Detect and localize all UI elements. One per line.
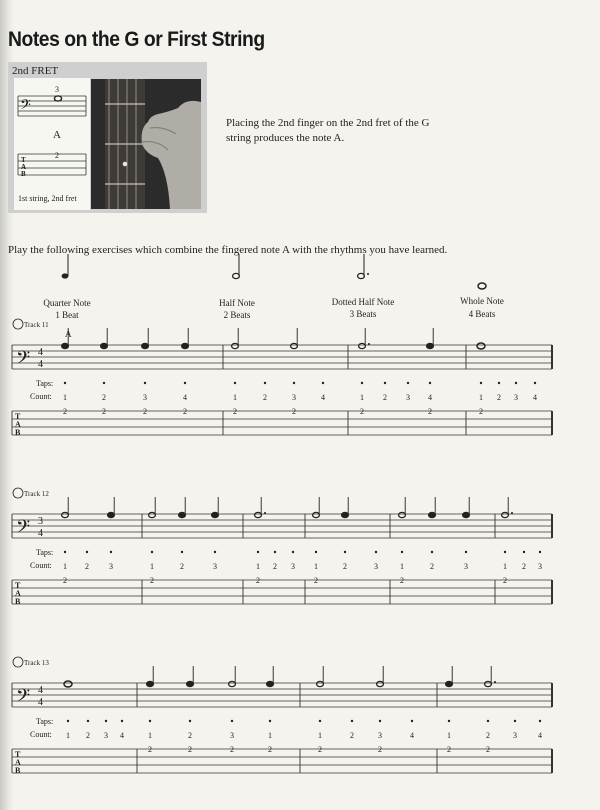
count-number: 1 xyxy=(63,393,67,402)
count-number: 2 xyxy=(273,562,277,571)
tab-fret-number: 2 xyxy=(479,407,483,416)
tab-fret-number: 2 xyxy=(55,151,59,160)
count-number: 3 xyxy=(213,562,217,571)
tap-dot xyxy=(234,382,236,384)
tap-dot xyxy=(110,551,112,553)
tap-dot xyxy=(539,720,541,722)
time-sig-top: 3 xyxy=(38,516,43,527)
tab-fret-number: 2 xyxy=(486,745,490,754)
bass-clef-icon: 𝄢 xyxy=(16,516,31,541)
exercise-system-2 xyxy=(12,488,552,606)
half-note xyxy=(313,512,320,517)
count-number: 1 xyxy=(66,731,70,740)
tap-dot xyxy=(181,551,183,553)
half-note xyxy=(317,681,324,686)
tap-dot xyxy=(151,551,153,553)
tap-dot xyxy=(121,720,123,722)
tab-fret-number: 2 xyxy=(268,745,272,754)
string-caption: 1st string, 2nd fret xyxy=(18,194,77,203)
count-label: Count: xyxy=(30,561,52,570)
tap-dot xyxy=(293,382,295,384)
dot xyxy=(368,343,370,345)
tap-dot xyxy=(184,382,186,384)
quarter-note xyxy=(187,681,194,686)
exercise-system-1 xyxy=(12,319,552,437)
count-number: 1 xyxy=(318,731,322,740)
half-note xyxy=(377,681,384,686)
exercise-system-3 xyxy=(12,657,552,775)
tab-fret-number: 2 xyxy=(63,576,67,585)
tab-fret-number: 2 xyxy=(188,745,192,754)
svg-text:4 Beats: 4 Beats xyxy=(468,309,496,319)
count-number: 2 xyxy=(343,562,347,571)
tap-dot xyxy=(344,551,346,553)
tap-dot xyxy=(379,720,381,722)
svg-text:B: B xyxy=(21,170,26,178)
quarter-note xyxy=(142,343,149,348)
tab-letter: A xyxy=(15,420,21,429)
svg-text:Half Note: Half Note xyxy=(219,298,255,308)
half-note xyxy=(229,681,236,686)
count-number: 1 xyxy=(314,562,318,571)
bass-clef-icon: 𝄢 xyxy=(16,685,31,710)
tap-dot xyxy=(319,720,321,722)
tap-dot xyxy=(407,382,409,384)
bass-clef-icon: 𝄢 xyxy=(16,347,31,372)
tap-dot xyxy=(315,551,317,553)
cd-icon xyxy=(13,319,23,329)
tap-dot xyxy=(144,382,146,384)
count-number: 2 xyxy=(497,393,501,402)
taps-label: Taps: xyxy=(36,717,54,726)
svg-text:Whole Note: Whole Note xyxy=(460,296,504,306)
tap-dot xyxy=(523,551,525,553)
count-number: 3 xyxy=(378,731,382,740)
count-number: 3 xyxy=(406,393,410,402)
count-number: 3 xyxy=(104,731,108,740)
tap-dot xyxy=(67,720,69,722)
dot xyxy=(511,512,513,514)
tab-fret-number: 2 xyxy=(63,407,67,416)
tap-dot xyxy=(214,551,216,553)
tab-fret-number: 2 xyxy=(360,407,364,416)
whole-note xyxy=(64,681,72,687)
tap-dot xyxy=(465,551,467,553)
count-number: 2 xyxy=(188,731,192,740)
tab-letter: A xyxy=(15,589,21,598)
tap-dot xyxy=(487,720,489,722)
tap-dot xyxy=(431,551,433,553)
svg-text:1 Beat: 1 Beat xyxy=(55,310,79,320)
half-note xyxy=(62,512,69,517)
tab-fret-number: 2 xyxy=(102,407,106,416)
count-number: 2 xyxy=(102,393,106,402)
note-values-legend xyxy=(43,254,503,320)
quarter-note xyxy=(427,343,434,348)
tab-letter: A xyxy=(15,758,21,767)
tap-dot xyxy=(274,551,276,553)
tab-fret-number: 2 xyxy=(183,407,187,416)
count-number: 3 xyxy=(514,393,518,402)
count-number: 1 xyxy=(268,731,272,740)
count-number: 3 xyxy=(109,562,113,571)
dot xyxy=(494,681,496,683)
note-name-label: A xyxy=(65,329,72,339)
fret-label: 2nd FRET xyxy=(12,65,59,77)
count-number: 2 xyxy=(430,562,434,571)
svg-text:A: A xyxy=(21,163,27,171)
count-number: 4 xyxy=(183,393,187,402)
count-number: 4 xyxy=(533,393,537,402)
quarter-note xyxy=(463,512,470,517)
quarter-note xyxy=(429,512,436,517)
svg-text:Quarter Note: Quarter Note xyxy=(43,298,91,308)
count-number: 3 xyxy=(230,731,234,740)
time-sig-bottom: 4 xyxy=(38,697,43,708)
tab-letter: T xyxy=(15,581,21,590)
half-note xyxy=(232,343,239,348)
count-number: 1 xyxy=(63,562,67,571)
tab-fret-number: 2 xyxy=(230,745,234,754)
tap-dot xyxy=(149,720,151,722)
count-number: 1 xyxy=(150,562,154,571)
mini-notation xyxy=(8,62,207,213)
count-number: 1 xyxy=(503,562,507,571)
count-number: 4 xyxy=(410,731,414,740)
fret-diagram-box xyxy=(8,62,207,213)
svg-text:Dotted Half Note: Dotted Half Note xyxy=(331,297,395,307)
tap-dot xyxy=(411,720,413,722)
count-number: 1 xyxy=(148,731,152,740)
count-number: 2 xyxy=(86,731,90,740)
cd-icon xyxy=(13,488,23,498)
dotted-half-note xyxy=(359,343,366,348)
whole-note xyxy=(477,343,485,349)
quarter-note xyxy=(212,512,219,517)
tap-dot xyxy=(384,382,386,384)
half-note xyxy=(149,512,156,517)
intro-text: Play the following exercises which combine the fingered note A with the rhythms you have learned. xyxy=(8,244,448,256)
tab-letter: B xyxy=(15,766,21,775)
tab-fret-number: 2 xyxy=(503,576,507,585)
quarter-note xyxy=(342,512,349,517)
count-number: 2 xyxy=(263,393,267,402)
tap-dot xyxy=(534,382,536,384)
tap-dot xyxy=(231,720,233,722)
tab-letter: T xyxy=(15,412,21,421)
dotted-half-note xyxy=(255,512,262,517)
taps-label: Taps: xyxy=(36,379,54,388)
time-sig-bottom: 4 xyxy=(38,528,43,539)
tap-dot xyxy=(64,382,66,384)
tap-dot xyxy=(64,551,66,553)
half-note xyxy=(399,512,406,517)
quarter-note xyxy=(147,681,154,686)
dotted-half-note xyxy=(485,681,492,686)
count-number: 4 xyxy=(321,393,325,402)
svg-text:T: T xyxy=(21,156,26,164)
tab-fret-number: 2 xyxy=(378,745,382,754)
tab-fret-number: 2 xyxy=(148,745,152,754)
dot xyxy=(264,512,266,514)
track-label: Track 12 xyxy=(24,490,49,498)
tap-dot xyxy=(86,551,88,553)
tap-dot xyxy=(103,382,105,384)
time-sig-top: 4 xyxy=(38,347,43,358)
tap-dot xyxy=(351,720,353,722)
tap-dot xyxy=(87,720,89,722)
svg-text:3 Beats: 3 Beats xyxy=(349,309,377,319)
tab-fret-number: 2 xyxy=(256,576,260,585)
whole-note-icon xyxy=(478,283,486,289)
quarter-note xyxy=(179,512,186,517)
page-title: Notes on the G or First String xyxy=(8,28,265,51)
tap-dot xyxy=(401,551,403,553)
count-number: 2 xyxy=(383,393,387,402)
note-name-label: A xyxy=(53,129,61,141)
tap-dot xyxy=(480,382,482,384)
count-number: 3 xyxy=(291,562,295,571)
tap-dot xyxy=(429,382,431,384)
quarter-note xyxy=(446,681,453,686)
count-number: 1 xyxy=(400,562,404,571)
count-number: 3 xyxy=(513,731,517,740)
tab-fret-number: 2 xyxy=(447,745,451,754)
count-number: 4 xyxy=(538,731,542,740)
tab-fret-number: 2 xyxy=(143,407,147,416)
tab-fret-number: 2 xyxy=(314,576,318,585)
tab-letter: B xyxy=(15,597,21,606)
quarter-note-icon xyxy=(62,273,69,278)
quarter-note xyxy=(101,343,108,348)
tap-dot xyxy=(257,551,259,553)
dotted-half-note-icon xyxy=(358,273,365,278)
cd-icon xyxy=(13,657,23,667)
tab-letter: B xyxy=(15,428,21,437)
tap-dot xyxy=(498,382,500,384)
quarter-note xyxy=(182,343,189,348)
quarter-note xyxy=(108,512,115,517)
count-label: Count: xyxy=(30,730,52,739)
tap-dot xyxy=(269,720,271,722)
tap-dot xyxy=(515,382,517,384)
count-number: 4 xyxy=(428,393,432,402)
fingering-description: Placing the 2nd finger on the 2nd fret of the G string produces the note A. xyxy=(226,117,430,144)
half-note-icon xyxy=(233,273,240,278)
tap-dot xyxy=(361,382,363,384)
count-number: 2 xyxy=(85,562,89,571)
track-label: Track 13 xyxy=(24,659,49,667)
tap-dot xyxy=(264,382,266,384)
count-number: 3 xyxy=(292,393,296,402)
tap-dot xyxy=(504,551,506,553)
tap-dot xyxy=(375,551,377,553)
tap-dot xyxy=(189,720,191,722)
count-number: 1 xyxy=(256,562,260,571)
count-label: Count: xyxy=(30,392,52,401)
count-number: 1 xyxy=(233,393,237,402)
tab-fret-number: 2 xyxy=(428,407,432,416)
count-number: 4 xyxy=(120,731,124,740)
tab-letter: T xyxy=(15,750,21,759)
tap-dot xyxy=(539,551,541,553)
tap-dot xyxy=(105,720,107,722)
count-number: 1 xyxy=(447,731,451,740)
quarter-note xyxy=(62,343,69,348)
count-number: 3 xyxy=(374,562,378,571)
count-number: 1 xyxy=(360,393,364,402)
count-number: 3 xyxy=(143,393,147,402)
count-number: 2 xyxy=(350,731,354,740)
count-number: 2 xyxy=(180,562,184,571)
half-note xyxy=(291,343,298,348)
time-sig-bottom: 4 xyxy=(38,359,43,370)
dotted-half-note xyxy=(502,512,509,517)
count-number: 2 xyxy=(486,731,490,740)
count-number: 3 xyxy=(464,562,468,571)
count-number: 1 xyxy=(479,393,483,402)
tap-dot xyxy=(514,720,516,722)
track-label: Track 11 xyxy=(24,321,49,329)
count-number: 2 xyxy=(522,562,526,571)
tap-dot xyxy=(322,382,324,384)
tab-fret-number: 2 xyxy=(318,745,322,754)
quarter-note xyxy=(267,681,274,686)
tab-fret-number: 2 xyxy=(400,576,404,585)
tap-dot xyxy=(292,551,294,553)
tab-fret-number: 2 xyxy=(233,407,237,416)
taps-label: Taps: xyxy=(36,548,54,557)
bass-clef-icon: 𝄢 xyxy=(20,97,31,116)
finger-number: 3 xyxy=(55,85,59,94)
tap-dot xyxy=(448,720,450,722)
svg-text:2 Beats: 2 Beats xyxy=(223,310,251,320)
tab-fret-number: 2 xyxy=(292,407,296,416)
count-number: 3 xyxy=(538,562,542,571)
tab-fret-number: 2 xyxy=(150,576,154,585)
time-sig-top: 4 xyxy=(38,685,43,696)
